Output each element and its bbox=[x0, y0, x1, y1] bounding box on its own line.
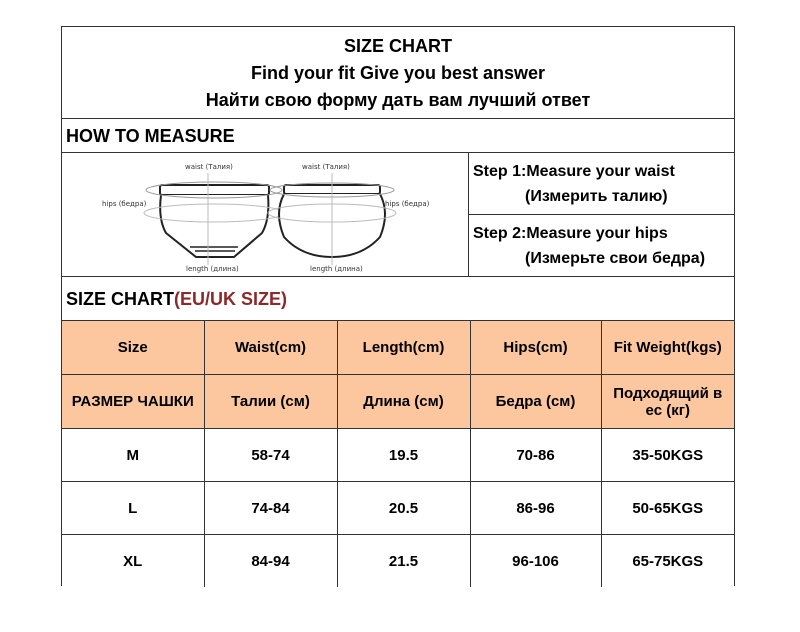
column-header: Length(cm) bbox=[337, 321, 470, 375]
header-row-russian bbox=[62, 375, 734, 429]
column-header: Бедра (см) bbox=[470, 375, 601, 429]
step-1 bbox=[469, 153, 734, 215]
how-to-measure-heading: HOW TO MEASURE bbox=[62, 119, 734, 153]
length-label-front: length (длина) bbox=[186, 265, 239, 273]
header-row-english bbox=[62, 321, 734, 375]
panties-diagram-illustration bbox=[62, 153, 468, 277]
title-block bbox=[62, 27, 734, 119]
column-header: Длина (см) bbox=[337, 375, 470, 429]
step-2-english: Step 2:Measure your hips bbox=[473, 225, 668, 242]
hips-label-front: hips (бедра) bbox=[102, 200, 147, 208]
subtitle-russian: Найти свою форму дать вам лучший ответ bbox=[205, 90, 591, 110]
table-cell: 86-96 bbox=[470, 482, 601, 535]
page-title: SIZE CHART bbox=[344, 36, 452, 56]
subtitle-english: Find your fit Give you best answer bbox=[250, 63, 546, 83]
column-header: Size bbox=[62, 321, 204, 375]
table-cell: 65-75KGS bbox=[601, 535, 734, 588]
table-cell: 35-50KGS bbox=[601, 429, 734, 482]
waist-label-back: waist (Талия) bbox=[302, 163, 350, 171]
table-cell: 20.5 bbox=[337, 482, 470, 535]
table-cell: 19.5 bbox=[337, 429, 470, 482]
table-cell: 70-86 bbox=[470, 429, 601, 482]
table-cell: M bbox=[62, 429, 204, 482]
table-row bbox=[62, 482, 734, 535]
table-cell: L bbox=[62, 482, 204, 535]
table-cell: 58-74 bbox=[204, 429, 337, 482]
step-1-russian: (Измерить талию) bbox=[525, 188, 668, 205]
size-chart-sheet bbox=[61, 26, 735, 586]
table-cell: 96-106 bbox=[470, 535, 601, 588]
step-2 bbox=[469, 215, 734, 277]
table-cell: 74-84 bbox=[204, 482, 337, 535]
size-table bbox=[62, 321, 734, 587]
size-standard-note: (EU/UK SIZE) bbox=[174, 289, 288, 309]
waist-label-front: waist (Талия) bbox=[185, 163, 233, 171]
measure-diagram bbox=[62, 153, 469, 277]
size-chart-heading bbox=[62, 277, 734, 321]
step-1-english: Step 1:Measure your waist bbox=[473, 163, 675, 180]
column-header: Талии (см) bbox=[204, 375, 337, 429]
column-header: РАЗМЕР ЧАШКИ bbox=[62, 375, 204, 429]
table-cell: 84-94 bbox=[204, 535, 337, 588]
size-chart-heading-text: SIZE CHART bbox=[66, 289, 174, 309]
measure-section bbox=[62, 153, 734, 277]
length-label-back: length (длина) bbox=[310, 265, 363, 273]
table-cell: 21.5 bbox=[337, 535, 470, 588]
table-row bbox=[62, 429, 734, 482]
column-header: Waist(cm) bbox=[204, 321, 337, 375]
hips-label-back: hips (бедра) bbox=[385, 200, 430, 208]
column-header: Fit Weight(kgs) bbox=[601, 321, 734, 375]
step-2-russian: (Измерьте свои бедра) bbox=[525, 250, 706, 267]
table-cell: 50-65KGS bbox=[601, 482, 734, 535]
column-header: Hips(cm) bbox=[470, 321, 601, 375]
column-header: Подходящий в ес (кг) bbox=[601, 375, 734, 429]
table-cell: XL bbox=[62, 535, 204, 588]
table-row bbox=[62, 535, 734, 588]
